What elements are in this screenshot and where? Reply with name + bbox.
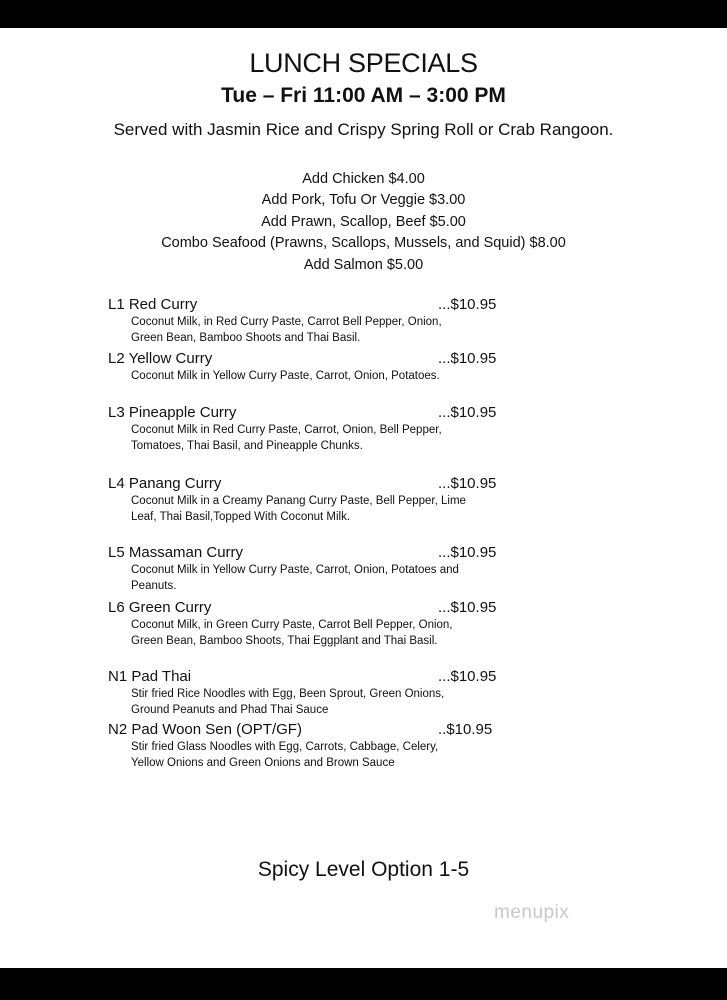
menu-item-price: ...$10.95 (438, 296, 497, 313)
menu-item-name: N2 Pad Woon Sen (OPT/GF) (108, 721, 302, 738)
menu-item-name: N1 Pad Thai (108, 668, 192, 685)
menu-page (0, 28, 727, 968)
served-with-note: Served with Jasmin Rice and Crispy Spring Roll or Crab Rangoon. (113, 120, 614, 139)
menu-item-description: Coconut Milk, in Red Curry Paste, Carrot Bell Pepper, Onion, Green Bean, Bamboo Shoots and Thai Basil. (131, 316, 442, 344)
menu-item-price: ...$10.95 (438, 404, 497, 421)
menu-item-price: ...$10.95 (438, 668, 497, 685)
spicy-level-note: Spicy Level Option 1-5 (257, 858, 470, 881)
addon-item: Add Pork, Tofu Or Veggie $3.00 (261, 192, 466, 209)
menu-item (108, 543, 528, 594)
watermark-logo: menupix (494, 902, 570, 923)
menu-item-description: Coconut Milk, in Green Curry Paste, Carrot Bell Pepper, Onion, Green Bean, Bamboo Shoots, Thai Eggplant and Thai Basil. (131, 619, 453, 647)
menu-item (108, 720, 528, 771)
menu-item (108, 403, 528, 454)
menu-item-price: ...$10.95 (438, 475, 497, 492)
menu-item-description: Coconut Milk in Yellow Curry Paste, Carrot, Onion, Potatoes. (131, 370, 440, 382)
addon-item: Combo Seafood (Prawns, Scallops, Mussels, and Squid) $8.00 (161, 235, 566, 252)
menu-item-description: Stir fried Glass Noodles with Egg, Carrots, Cabbage, Celery, Yellow Onions and Green Onions and Brown Sauce (131, 741, 439, 769)
menu-item-description: Coconut Milk in Red Curry Paste, Carrot, Onion, Bell Pepper, Tomatoes, Thai Basil, and Pineapple Chunks. (131, 424, 442, 452)
menu-item (108, 349, 528, 385)
addon-list (0, 169, 727, 276)
addon-item: Add Prawn, Scallop, Beef $5.00 (261, 213, 466, 230)
menu-item-name: L3 Pineapple Curry (108, 404, 237, 421)
menu-item-name: L4 Panang Curry (108, 475, 222, 492)
menu-item-price: ...$10.95 (438, 544, 497, 561)
menu-item-name: L5 Massaman Curry (108, 544, 244, 561)
menu-item-price: ..$10.95 (438, 721, 493, 738)
menu-item-description: Coconut Milk in a Creamy Panang Curry Paste, Bell Pepper, Lime Leaf, Thai Basil,Topped With Coconut Milk. (131, 495, 466, 523)
menu-item (108, 474, 528, 525)
menu-item (108, 667, 528, 718)
service-hours: Tue – Fri 11:00 AM – 3:00 PM (221, 84, 506, 107)
addon-item: Add Chicken $4.00 (302, 171, 425, 187)
menu-item-name: L6 Green Curry (108, 599, 212, 616)
menu-item-price: ...$10.95 (438, 599, 497, 616)
menu-item-price: ...$10.95 (438, 350, 497, 367)
menu-item-description: Coconut Milk in Yellow Curry Paste, Carrot, Onion, Potatoes and Peanuts. (131, 564, 459, 592)
menu-item (108, 295, 528, 346)
menu-item-name: L1 Red Curry (108, 296, 198, 313)
addon-item: Add Salmon $5.00 (303, 256, 424, 273)
menu-item-name: L2 Yellow Curry (108, 350, 213, 367)
page-title: LUNCH SPECIALS (249, 48, 478, 78)
menu-item (108, 598, 528, 649)
menu-item-description: Stir fried Rice Noodles with Egg, Been Sprout, Green Onions, Ground Peanuts and Phad Thai Sauce (131, 688, 445, 716)
